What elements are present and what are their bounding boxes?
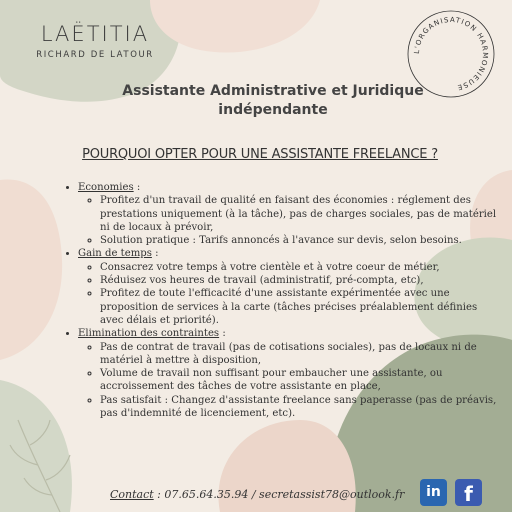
pink-blob-left — [0, 180, 62, 360]
contact-line — [110, 488, 404, 501]
heading-line-1: Assistante Administrative et Juridique — [122, 83, 424, 99]
section-item — [78, 181, 498, 247]
section-title: Elimination des contraintes — [78, 328, 220, 340]
page-heading — [108, 82, 438, 120]
section-title-suffix: : — [151, 248, 159, 260]
list-item: ◦ Solution pratique : Tarifs annoncés à l'avance sur devis, selon besoins. — [100, 234, 498, 247]
section-item — [78, 327, 498, 420]
section-title-suffix: : — [133, 182, 141, 193]
list-item: ◦ Pas satisfait : Changez d'assistante freelance sans paperasse (pas de préavis, pas d'indemnité de licenciement, etc). — [100, 394, 498, 421]
list-item: ◦ Réduisez vos heures de travail (administratif, pré-compta, etc), — [100, 274, 498, 287]
section-title: Gain de temps — [78, 248, 152, 260]
brand-subtitle: RICHARD DE LATOUR — [36, 50, 154, 60]
contact-details: : 07.65.64.35.94 / secretassist78@outlook.fr — [153, 488, 405, 501]
question-title: POURQUOI OPTER POUR UNE ASSISTANTE FREELANCE ? — [82, 147, 438, 162]
list-item: ◦ Pas de contrat de travail (pas de cotisations sociales), pas de locaux ni de matériel à mettre à disposition, — [100, 341, 498, 368]
seal-text: L'ORGANISATION HARMONIEUSE — [412, 15, 490, 92]
list-item: ◦ Profitez de toute l'efficacité d'une assistante expérimentée avec une proposition de services à la carte (tâches précises préalablement définies avec délais et priorité). — [100, 287, 498, 327]
linkedin-icon[interactable]: in — [420, 479, 447, 506]
benefits-list — [58, 181, 498, 420]
heading-line-2: indépendante — [218, 102, 328, 118]
brand-name: LAËTITIA — [40, 22, 150, 46]
contact-label: Contact — [110, 488, 154, 501]
list-item: ◦ Volume de travail non suffisant pour embaucher une assistante, ou accroissement des tâches de votre assistante en place, — [100, 367, 498, 394]
list-item: ◦ Consacrez votre temps à votre cientèle et à votre coeur de métier, — [100, 261, 498, 274]
section-title: Economies — [78, 182, 134, 193]
section-title-suffix: : — [219, 328, 226, 340]
list-item: ◦ Profitez d'un travail de qualité en faisant des économies : réglement des prestations uniquement (à la tâche), pas de charges sociales, pas de matériel ni de locaux à prévoir, — [100, 194, 498, 234]
section-item — [78, 247, 498, 327]
facebook-icon[interactable]: f — [455, 479, 482, 506]
brand-logo — [30, 22, 160, 60]
